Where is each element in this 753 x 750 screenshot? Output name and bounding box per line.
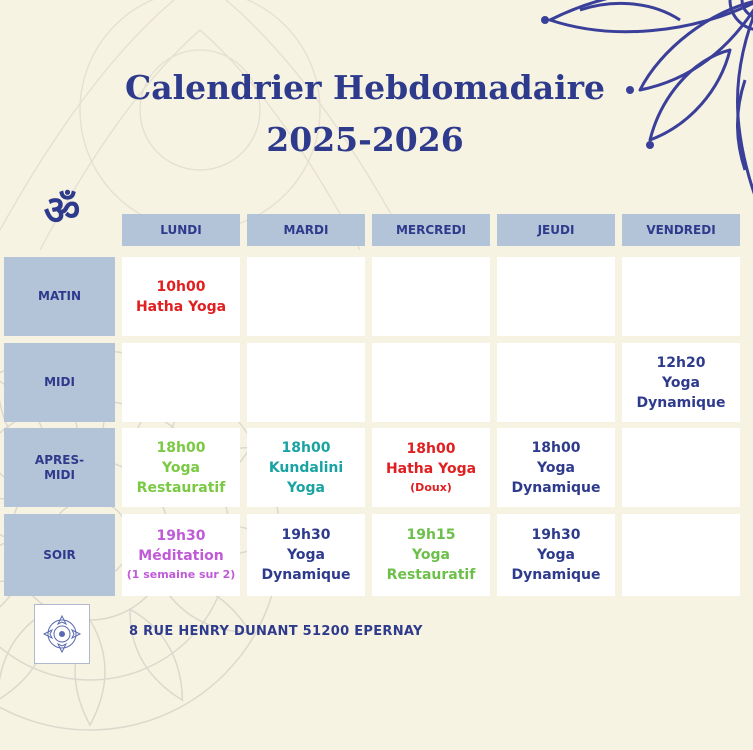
schedule-cell: [247, 514, 365, 596]
schedule-cell: [372, 257, 490, 336]
mandala-petal: [117, 602, 195, 708]
period-header: [4, 343, 115, 422]
class-name: Dynamique: [636, 394, 726, 411]
schedule-cell: [122, 257, 240, 336]
schedule-cell: [497, 514, 615, 596]
class-name: Kundalini: [268, 459, 344, 476]
period-header: [4, 257, 115, 336]
day-header-mercredi: MERCREDI: [372, 214, 490, 246]
class-note: (1 semaine sur 2): [126, 568, 236, 581]
schedule-cell: [247, 257, 365, 336]
page-title: Calendrier Hebdomadaire: [124, 68, 606, 107]
class-time: 18h00: [531, 439, 581, 456]
class-time: 19h15: [406, 527, 456, 543]
schedule-cell: [497, 343, 615, 422]
period-label: APRES-: [34, 452, 85, 467]
schedule-cell: [122, 514, 240, 596]
schedule-cell: [372, 514, 490, 596]
class-name: Yoga: [537, 547, 575, 563]
day-header-vendredi: VENDREDI: [622, 214, 740, 246]
class-name: Restauratif: [136, 479, 226, 496]
class-name: Dynamique: [511, 567, 601, 583]
class-name: Hatha Yoga: [135, 298, 227, 315]
schedule-cell: [122, 428, 240, 507]
period-label: SOIR: [43, 547, 76, 562]
class-name: Restauratif: [386, 567, 476, 583]
class-name: Yoga: [537, 459, 575, 476]
class-time: 18h00: [406, 440, 456, 457]
class-name: Méditation: [138, 548, 224, 564]
schedule-cell: [372, 428, 490, 507]
schedule-cell: [122, 343, 240, 422]
day-header-lundi: LUNDI: [122, 214, 240, 246]
schedule-cell: [622, 514, 740, 596]
day-header-mardi: MARDI: [247, 214, 365, 246]
class-time: 18h00: [156, 439, 206, 456]
schedule-cell: [497, 428, 615, 507]
schedule-cell: [497, 257, 615, 336]
om-icon: ॐ: [43, 188, 81, 234]
page-subtitle-year: 2025-2026: [266, 120, 464, 159]
schedule-cell: [622, 428, 740, 507]
schedule-cell: [247, 343, 365, 422]
studio-logo-icon: [34, 604, 90, 664]
class-name: Hatha Yoga: [385, 460, 477, 477]
class-name: Yoga: [162, 459, 200, 476]
class-name: Yoga: [287, 547, 325, 563]
schedule-cell: [372, 343, 490, 422]
class-time: 12h20: [656, 354, 706, 371]
day-header-jeudi: JEUDI: [497, 214, 615, 246]
class-time: 19h30: [281, 527, 331, 543]
period-header: [4, 514, 115, 596]
class-name: Dynamique: [511, 479, 601, 496]
studio-address: 8 RUE HENRY DUNANT 51200 EPERNAY: [129, 624, 423, 639]
schedule-cell: [622, 257, 740, 336]
class-name: Yoga: [662, 374, 700, 391]
class-name: Yoga: [412, 547, 450, 563]
class-time: 10h00: [156, 278, 206, 295]
class-time: 19h30: [156, 528, 206, 544]
period-label: MATIN: [38, 289, 81, 303]
class-name: Dynamique: [261, 567, 351, 583]
schedule-cell: [247, 428, 365, 507]
period-label: MIDI: [44, 467, 75, 482]
period-header: [4, 428, 115, 507]
class-note: (Doux): [410, 480, 452, 494]
class-time: 18h00: [281, 439, 331, 456]
period-label: MIDI: [44, 375, 75, 389]
schedule-cell: [622, 343, 740, 422]
class-name: Yoga: [287, 479, 325, 496]
class-time: 19h30: [531, 527, 581, 543]
